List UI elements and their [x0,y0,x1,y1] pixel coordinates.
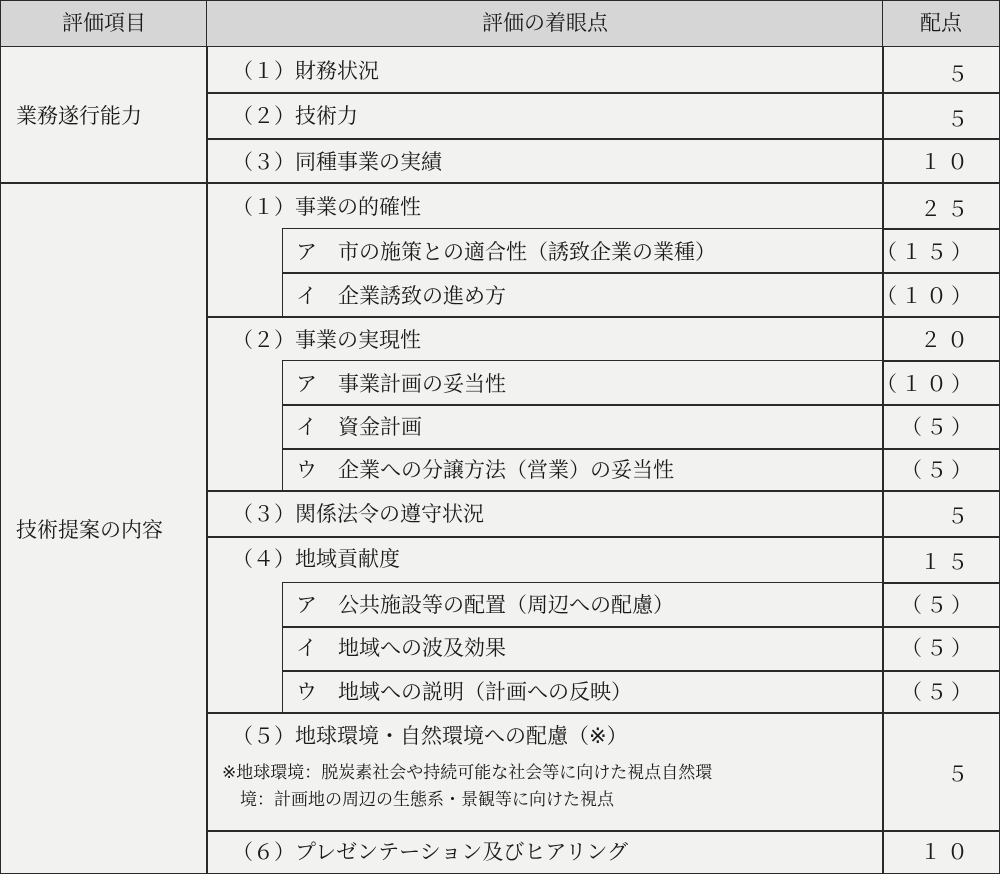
score-value: （１０） [876,284,976,308]
sub-criterion-text: イ 企業誘致の進め方 [296,284,506,308]
score-cell [882,46,1000,94]
criterion-note: ※地球環境：脱炭素社会や持続可能な社会等に向けた視点自然環 [222,763,713,783]
score-cell [882,712,1000,832]
score-value: ２５ [920,197,974,221]
sub-criterion-text: ウ 企業への分譲方法（営業）の妥当性 [296,458,674,482]
score-value: １０ [920,150,974,174]
score-value: １０ [920,840,974,864]
header-item: 評価項目 [62,11,146,35]
sub-criterion-text: ア 公共施設等の配置（周辺への配慮） [296,593,674,617]
criterion-text: （６）プレゼンテーション及びヒアリング [232,840,629,864]
score-value: １５ [920,550,974,574]
sub-criterion-text: ウ 地域への説明（計画への反映） [296,680,632,704]
criterion-text: （２）技術力 [232,104,358,128]
score-value: （１５） [876,240,976,264]
sub-criterion-text: ア 事業計画の妥当性 [296,372,506,396]
group-label: 技術提案の内容 [16,518,163,542]
criterion-text: （２）事業の実現性 [232,328,421,352]
criterion-text: （４）地域貢献度 [232,547,400,571]
score-value: ２０ [920,328,974,352]
criterion-text: （３）同種事業の実績 [232,150,442,174]
score-value: ５ [947,107,974,131]
score-value: （５） [901,415,976,439]
score-cell [882,92,1000,140]
sub-criterion-text: イ 地域への波及効果 [296,636,506,660]
score-value: （５） [901,680,976,704]
header-score: 配点 [920,11,962,35]
criterion-note: 境：計画地の周辺の生態系・景観等に向けた視点 [240,790,614,810]
score-value: ５ [947,504,974,528]
score-cell [882,490,1000,538]
score-value: （１０） [876,372,976,396]
score-value: ５ [947,62,974,86]
sub-criterion-text: ア 市の施策との適合性（誘致企業の業種） [296,240,716,264]
score-value: ５ [947,762,974,786]
score-value: （５） [901,593,976,617]
criterion-text: （１）事業の的確性 [232,195,421,219]
score-value: （５） [901,458,976,482]
criterion-text: （１）財務状況 [232,59,379,83]
group-label: 業務遂行能力 [16,104,142,128]
criterion-text: （３）関係法令の遵守状況 [232,502,484,526]
header-points-focus: 評価の着眼点 [482,11,608,35]
sub-criterion-text: イ 資金計画 [296,415,422,439]
criterion-text: （５）地球環境・自然環境への配慮（※） [232,724,628,748]
score-value: （５） [901,636,976,660]
